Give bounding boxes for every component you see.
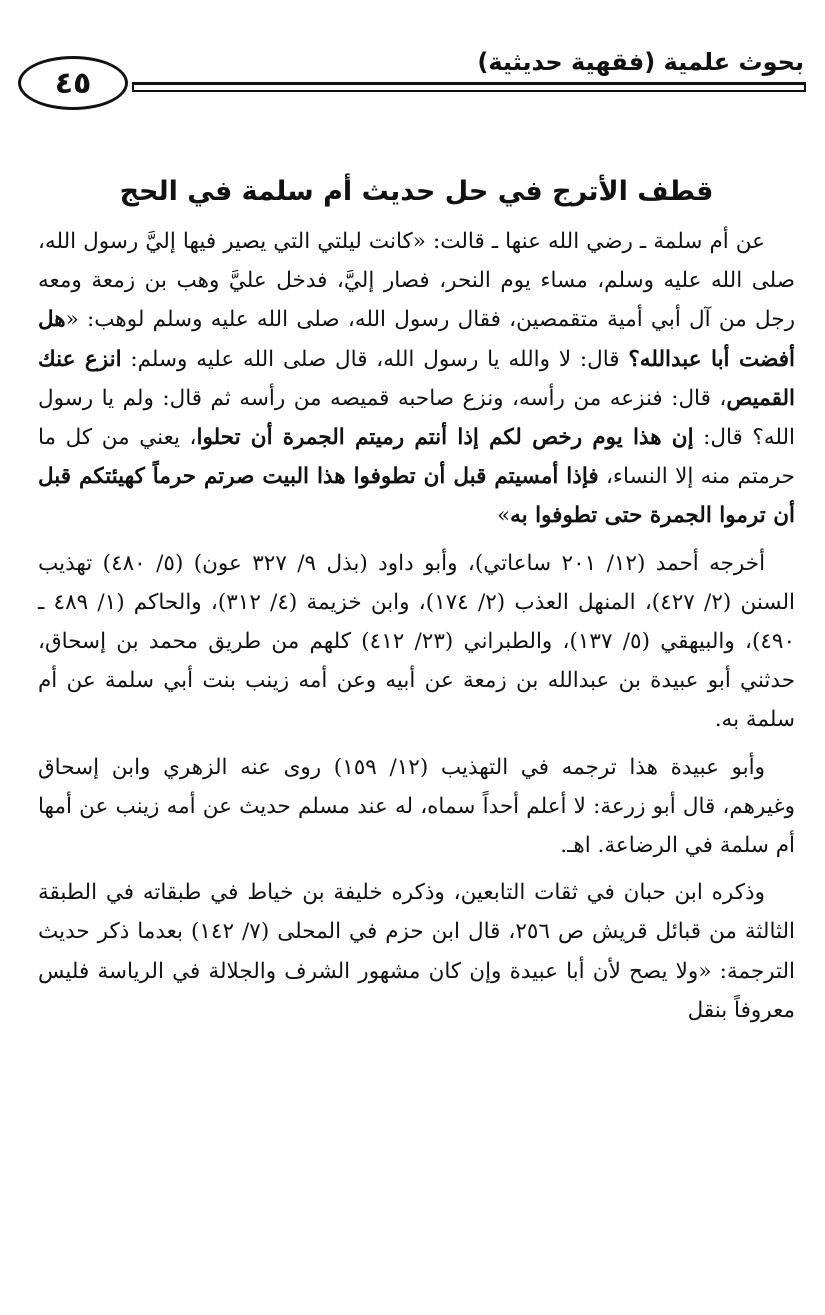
paragraph-text: ، يعني من كل ما حرمتم منه إلا النساء، (38, 425, 795, 490)
paragraph-text: ، قال: فنزعه من رأسه، ونزع صاحبه قميصه من رأسه ثم قال: ولم يا رسول الله؟ قال: (38, 385, 795, 451)
paragraph-text: » (496, 503, 511, 529)
paragraph-text: عن أم سلمة ـ رضي الله عنها ـ قالت: «كانت ليلتي التي يصير فيها إليَّ رسول الله، صلى الله عليه وسلم، مساء يوم النحر، فصار إليَّ، فدخل عليَّ وهب بن زمعة ومعه رجل من آل أبي أمية متقمصين، فقال رسول الله، صلى الله عليه وسلم لوهب: « (38, 229, 795, 333)
page-header (14, 44, 814, 114)
paragraph-text: أخرجه أحمد (١٢/ ٢٠١ ساعاتي)، وأبو داود (بذل ٩/ ٣٢٧ عون) (٥/ ٤٨٠) تهذيب السنن (٢/ ٤٢٧)، المنهل العذب (٢/ ١٧٤)، وابن خزيمة (٤/ ٣١٢)، والحاكم (١/ ٤٨٩ ـ ٤٩٠)، والبيهقي (٥/ ١٣٧)، والطبراني (٢٣/ ٤١٢) كلهم من طريق محمد بن إسحاق، حدثني أبو عبيدة بن عبدالله بن زمعة عن أبيه وعن أمه زينب بنت أبي سلمة عن أم سلمة به. (38, 550, 796, 733)
body-paragraph (38, 544, 795, 740)
body-paragraph (38, 222, 795, 536)
section-title: قطف الأترج في حل حديث أم سلمة في الحج (119, 176, 714, 207)
page-number: ٤٥ (18, 56, 128, 110)
hadith-text-bold: إن هذا يوم رخص لكم إذا أنتم رميتم الجمرة أن تحلوا (196, 425, 694, 451)
body-paragraph (38, 873, 795, 1030)
hadith-text-bold: فإذا أمسيتم قبل أن تطوفوا هذا البيت صرتم حرماً كهيئتكم قبل أن ترموا الجمرة حتى تطوفوا به (38, 464, 795, 529)
paragraph-text: وأبو عبيدة هذا ترجمه في التهذيب (١٢/ ١٥٩) روى عنه الزهري وابن إسحاق وغيرهم، قال أبو زرعة: لا أعلم أحداً سماه، له عند مسلم حديث عن أمه زينب عن أمها أم سلمة في الرضاعة. اهـ. (38, 754, 795, 859)
paragraph-list (38, 222, 795, 1030)
paragraph-text: قال: لا والله يا رسول الله، قال صلى الله عليه وسلم: (121, 346, 629, 372)
body-paragraph (38, 748, 795, 866)
running-title: بحوث علمية (فقهية حديثية) (477, 48, 804, 76)
paragraph-text: وذكره ابن حبان في ثقات التابعين، وذكره خليفة بن خياط في طبقاته في الطبقة الثالثة من قبائل قريش ص ٢٥٦، قال ابن حزم في المحلى (٧/ ١٤٢) بعدما ذكر حديث الترجمة: «ولا يصح لأن أبا عبيدة وإن كان مشهور الشرف والجلالة في الرياسة فليس معروفاً بنقل (38, 880, 796, 1023)
hadith-text-bold: انزع عنك القميص (38, 346, 795, 411)
page-body (38, 166, 795, 1038)
hadith-text-bold: هل أفضت أبا عبدالله؟ (38, 307, 795, 372)
header-rule (132, 82, 806, 92)
